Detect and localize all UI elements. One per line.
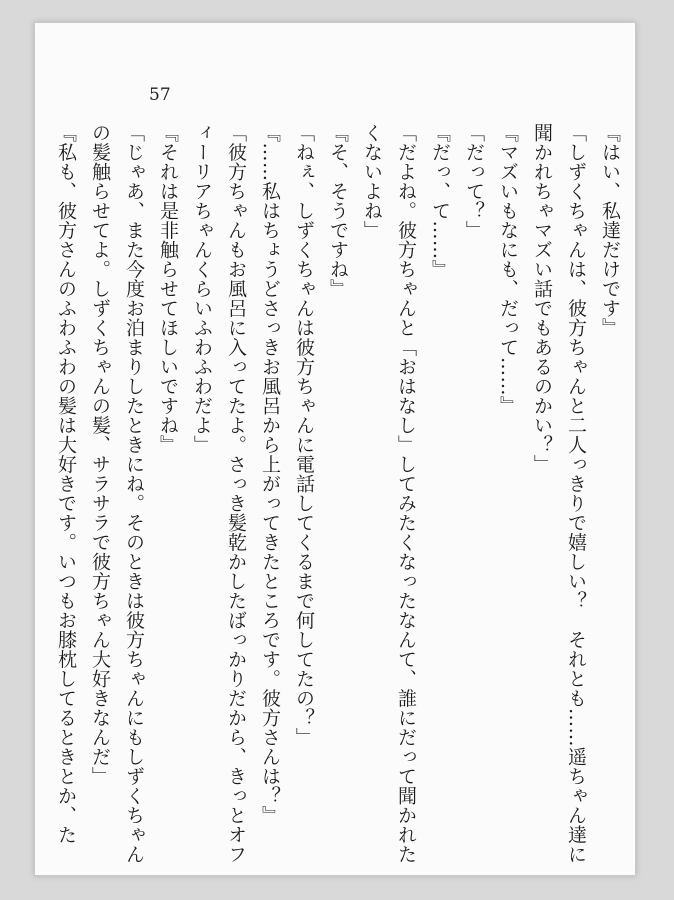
text-line: 「彼方ちゃんもお風呂に入ってたよ。さっき髪乾かしたばっかりだから、きっとオフィーリアちゃんくらいふわふわだよ」 bbox=[191, 123, 247, 864]
body-text bbox=[55, 123, 627, 865]
page-number: 57 bbox=[149, 85, 171, 105]
text-line: 「だって？」 bbox=[463, 123, 485, 240]
book-page bbox=[34, 22, 636, 876]
text-line: 『だっ、て……』 bbox=[429, 123, 451, 279]
text-line: 「ねぇ、しずくちゃんは彼方ちゃんに電話してくるまで何してたの？」 bbox=[293, 123, 315, 747]
text-line: 「しずくちゃんは、彼方ちゃんと二人っきりで嬉しい？ それとも……遥ちゃん達に聞かれちゃマズい話でもあるのかい？」 bbox=[531, 123, 587, 864]
text-line: 『私も、彼方さんのふわふわの髪は大好きです。いつもお膝枕してるときとか、た bbox=[55, 123, 77, 845]
text-line: 「だよね。彼方ちゃんと「おはなし」してみたくなったなんて、誰にだって聞かれたくないよね」 bbox=[361, 123, 417, 864]
text-line: 『……私はちょうどさっきお風呂から上がってきたところです。彼方さんは？』 bbox=[259, 123, 281, 825]
text-line: 『そ、そうですね』 bbox=[327, 123, 349, 299]
text-line: 『それは是非触らせてほしいですね』 bbox=[157, 123, 179, 455]
text-line: 『マズいもなにも、だって……』 bbox=[497, 123, 519, 416]
text-line: 『はい、私達だけです』 bbox=[599, 123, 621, 338]
text-line: 「じゃあ、また今度お泊まりしたときにね。そのときは彼方ちゃんにもしずくちゃんの髪触らせてよ。しずくちゃんの髪、サラサラで彼方ちゃん大好きなんだ」 bbox=[89, 123, 145, 864]
